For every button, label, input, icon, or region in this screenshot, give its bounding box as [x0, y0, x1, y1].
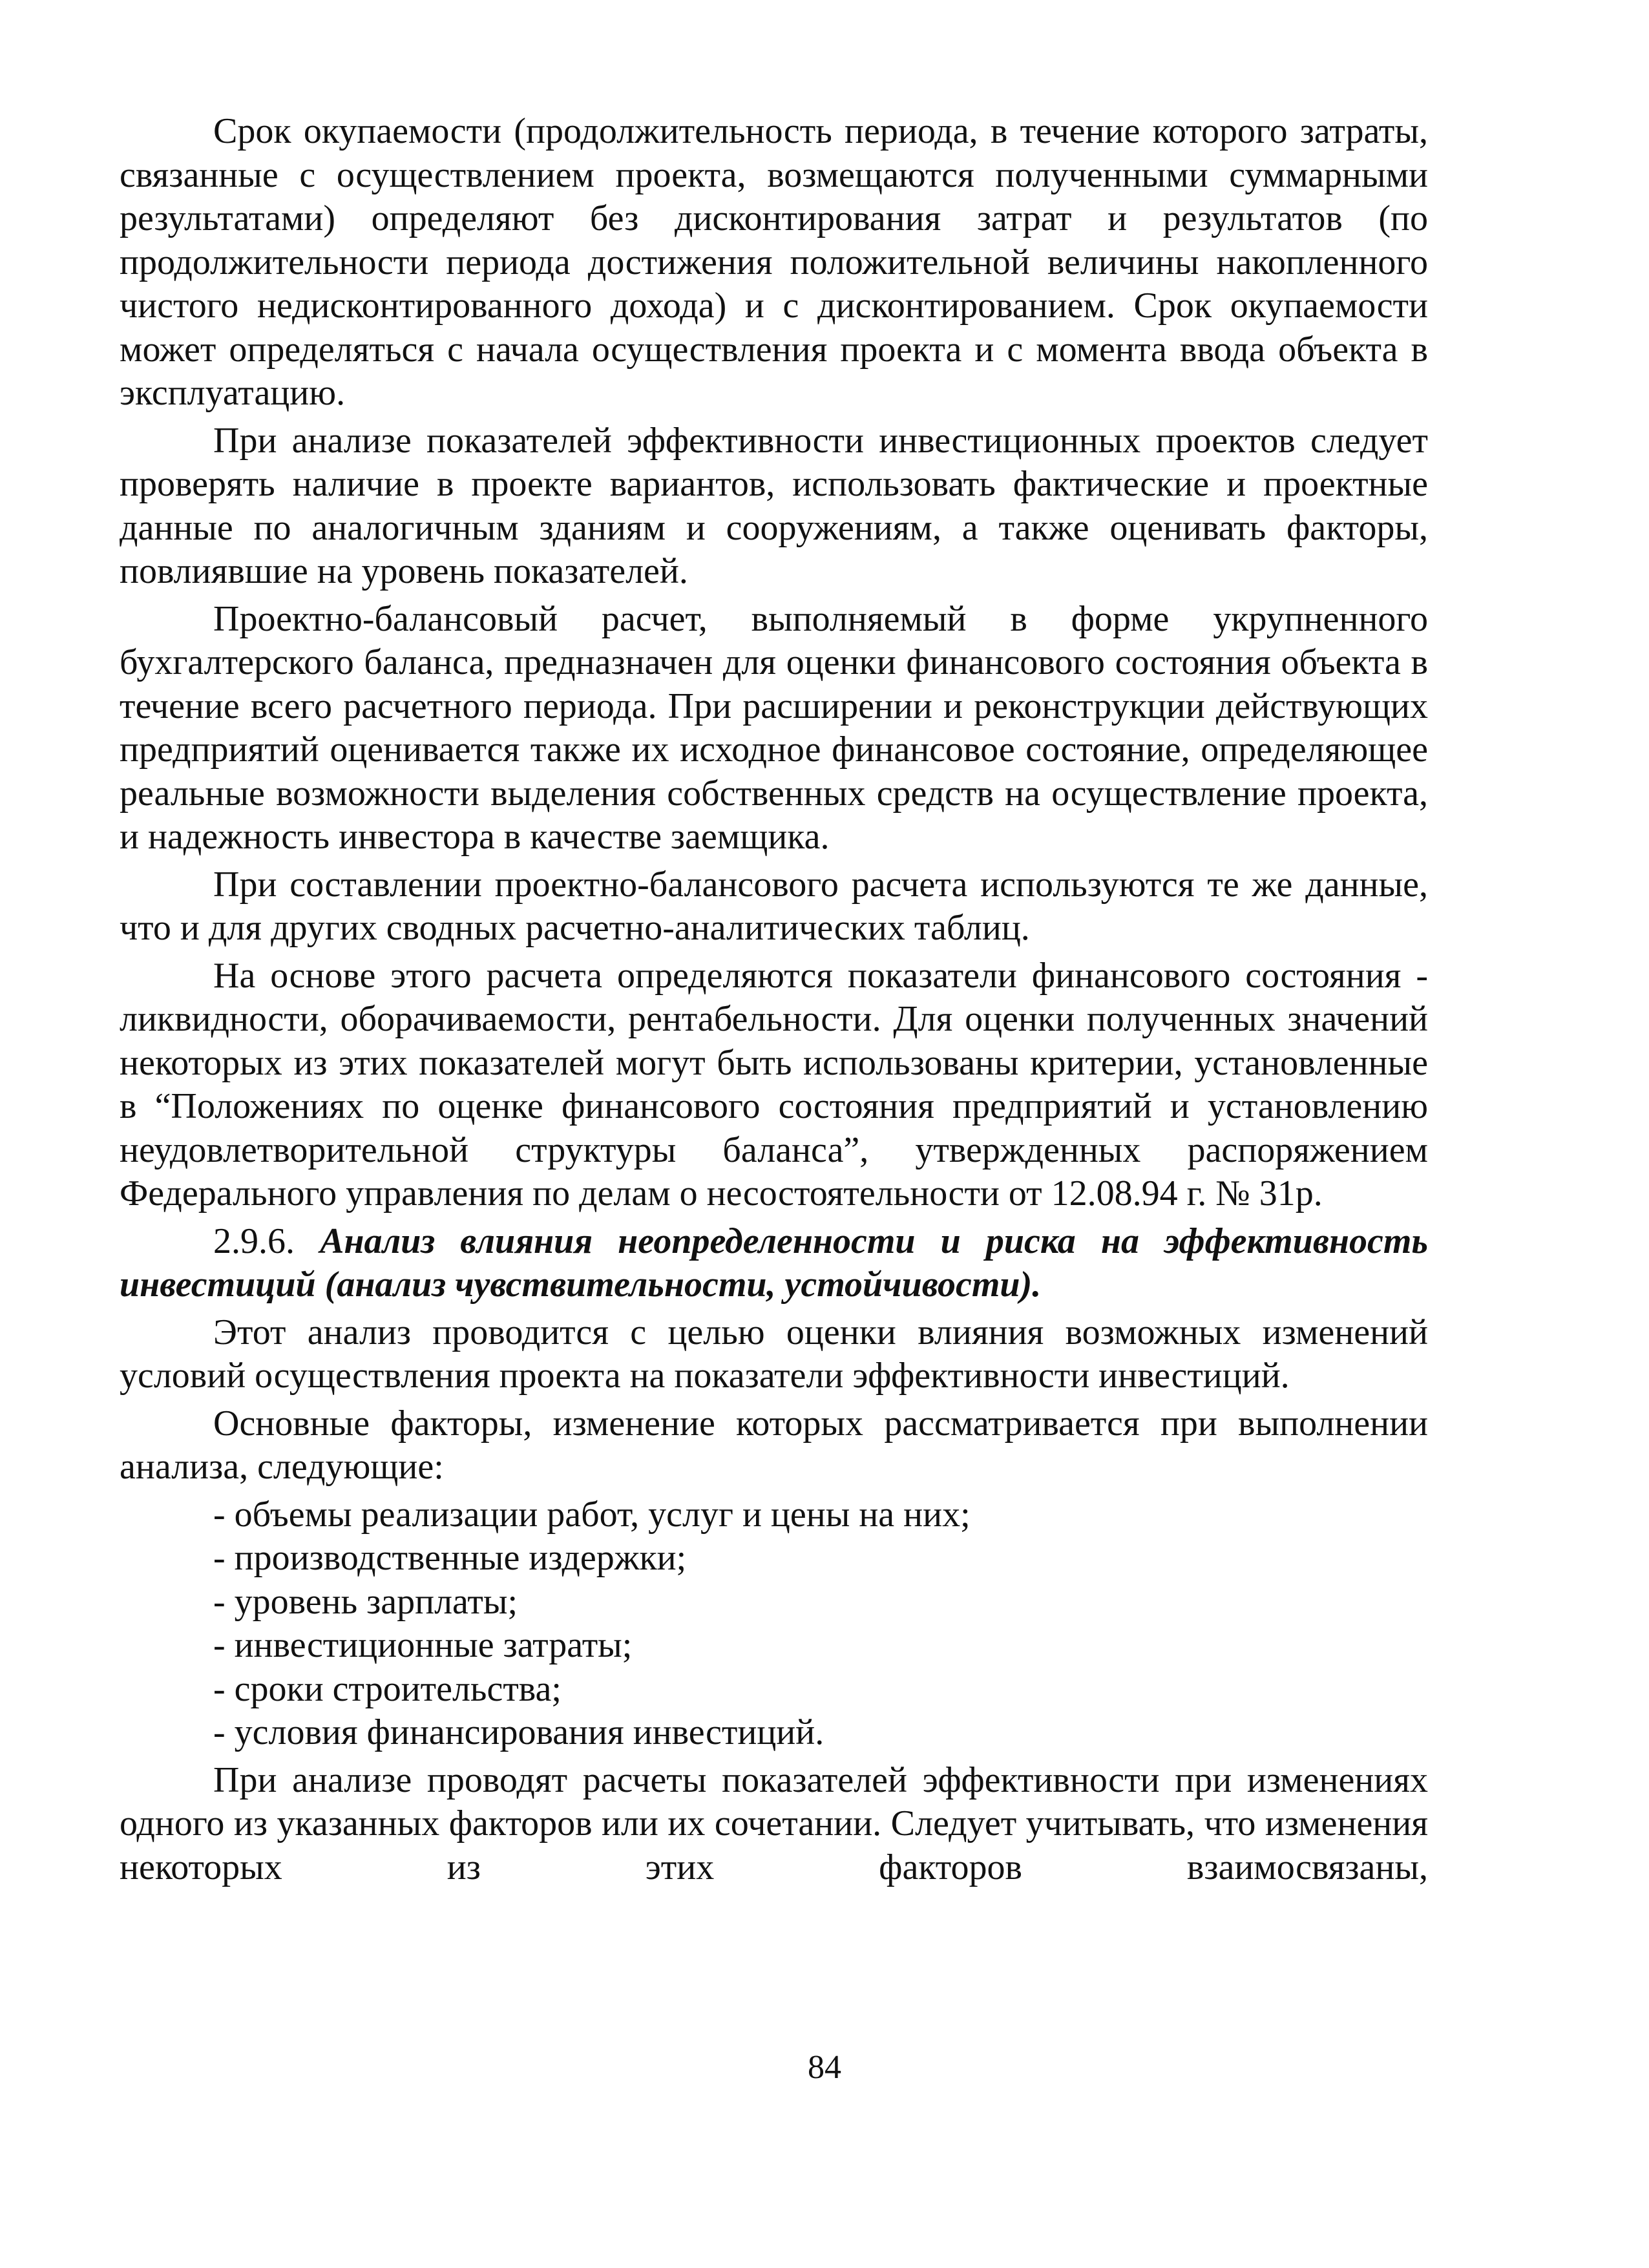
paragraph-main-factors: Основные факторы, изменение которых рассматривается при выполнении анализа, следующие:	[120, 1403, 1428, 1487]
list-item: - уровень зарплаты;	[213, 1581, 518, 1622]
paragraph-efficiency-analysis: При анализе показателей эффективности инвестиционных проектов следует проверять наличие в проекте вариантов, использовать фактические и проектные данные по аналогичным зданиям и сооружениям, а также оценивать факторы, повлиявшие на уровень показателей.	[120, 420, 1428, 591]
paragraph-final: При анализе проводят расчеты показателей эффективности при изменениях одного из указанных факторов или их сочетании. Следует учитывать, что изменения некоторых из этих факторов взаимосвязаны,	[120, 1759, 1428, 1887]
list-item: - производственные издержки;	[213, 1538, 687, 1578]
factors-list	[120, 1493, 1428, 1755]
section-number: 2.9.6.	[213, 1221, 295, 1261]
paragraph-payback-period: Срок окупаемости (продолжительность периода, в течение которого затраты, связанные с осуществлением проекта, возмещаются полученными суммарными результатами) определяют без дисконтирования затрат и результатов (по продолжительности периода достижения положительной величины накопленного чистого недисконтированного дохода) и с дисконтированием. Срок окупаемости может определяться с начала осуществления проекта и с момента ввода объекта в эксплуатацию.	[120, 111, 1428, 413]
section-title: Анализ влияния неопределенности и риска на эффективность инвестиций (анализ чувствительности, устойчивости).	[120, 1221, 1429, 1305]
list-item: - объемы реализации работ, услуг и цены на них;	[213, 1494, 971, 1535]
paragraph-balance-calculation: Проектно-балансовый расчет, выполняемый в форме укрупненного бухгалтерского баланса, предназначен для оценки финансового состояния объекта в течение всего расчетного периода. При расширении и реконструкции действующих предприятий оценивается также их исходное финансовое состояние, определяющее реальные возможности выделения собственных средств на осуществление проекта, и надежность инвестора в качестве заемщика.	[120, 598, 1428, 857]
list-item: - сроки строительства;	[213, 1668, 562, 1709]
list-item: - инвестиционные затраты;	[213, 1625, 633, 1665]
paragraph-balance-data: При составлении проектно-балансового расчета используются те же данные, что и для других сводных расчетно-аналитических таблиц.	[120, 864, 1428, 948]
page-number: 84	[808, 2049, 841, 2086]
list-item: - условия финансирования инвестиций.	[213, 1712, 824, 1752]
page-body	[120, 110, 1428, 1893]
paragraph-analysis-purpose: Этот анализ проводится с целью оценки влияния возможных изменений условий осуществления проекта на показатели эффективности инвестиций.	[120, 1312, 1428, 1396]
paragraph-financial-indicators: На основе этого расчета определяются показатели финансового состояния - ликвидности, оборачиваемости, рентабельности. Для оценки полученных значений некоторых из этих показателей могут быть использованы критерии, установленные в “Положениях по оценке финансового состояния предприятий и установлению неудовлетворительной структуры баланса”, утвержденных распоряжением Федерального управления по делам о несостоятельности от 12.08.94 г. № 31р.	[120, 955, 1428, 1213]
section-heading	[120, 1220, 1428, 1307]
